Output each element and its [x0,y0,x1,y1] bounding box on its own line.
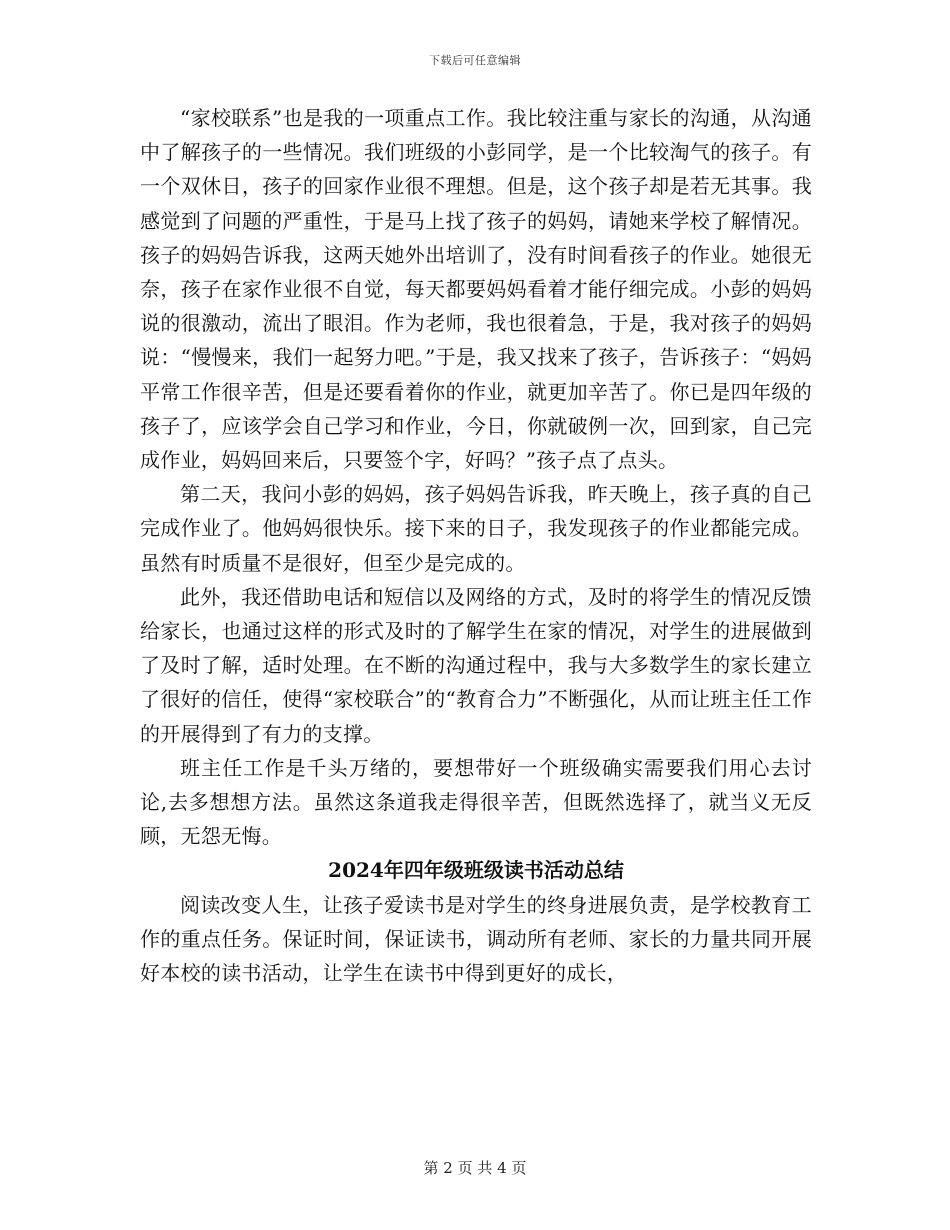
page-header-note: 下载后可任意编辑 [429,54,521,67]
page-number: 第 2 页 共 4 页 [423,1159,527,1177]
paragraph-reading-intro: 阅读改变人生，让孩子爱读书是对学生的终身进展负责，是学校教育工作的重点任务。保证时间，保证读书，调动所有老师、家长的力量共同开展好本校的读书活动，让学生在读书中得到更好的成长， [140,892,812,986]
paragraph-next-day: 第二天，我问小彭的妈妈，孩子妈妈告诉我，昨天晚上，孩子真的自己完成作业了。他妈妈很快乐。接下来的日子，我发现孩子的作业都能完成。虽然有时质量不是很好，但至少是完成的。 [140,482,812,575]
paragraph-home-school-contact: “家校联系”也是我的一项重点工作。我比较注重与家长的沟通，从沟通中了解孩子的一些情况。我们班级的小彭同学，是一个比较淘气的孩子。有一个双休日，孩子的回家作业很不理想。但是，这个孩子却是若无其事。我感觉到了问题的严重性，于是马上找了孩子的妈妈，请她来学校了解情况。孩子的妈妈告诉我，这两天她外出培训了，没有时间看孩子的作业。她很无奈，孩子在家作业很不自觉，每天都要妈妈看着才能仔细完成。小彭的妈妈说的很激动，流出了眼泪。作为老师，我也很着急，于是，我对孩子的妈妈说：“慢慢来，我们一起努力吧。”于是，我又找来了孩子，告诉孩子：“妈妈平常工作很辛苦，但是还要看着你的作业，就更加辛苦了。你已是四年级的孩子了，应该学会自己学习和作业，今日，你就破例一次，回到家，自己完成作业，妈妈回来后，只要签个字，好吗？”孩子点了点头。 [140,106,812,473]
paragraph-conclusion: 班主任工作是千头万绪的，要想带好一个班级确实需要我们用心去讨论,去多想想方法。虽然这条道我走得很辛苦，但既然选择了，就当义无反顾，无怨无悔。 [140,755,812,849]
document-body [140,101,812,990]
section-title: 2024年四年级班级读书活动总结 [328,858,624,883]
paragraph-communication-methods: 此外，我还借助电话和短信以及网络的方式，及时的将学生的情况反馈给家长，也通过这样的形式及时的了解学生在家的情况，对学生的进展做到了及时了解，适时处理。在不断的沟通过程中，我与大多数学生的家长建立了很好的信任，使得“家校联合”的“教育合力”不断强化，从而让班主任工作的开展得到了有力的支撑。 [140,584,812,746]
